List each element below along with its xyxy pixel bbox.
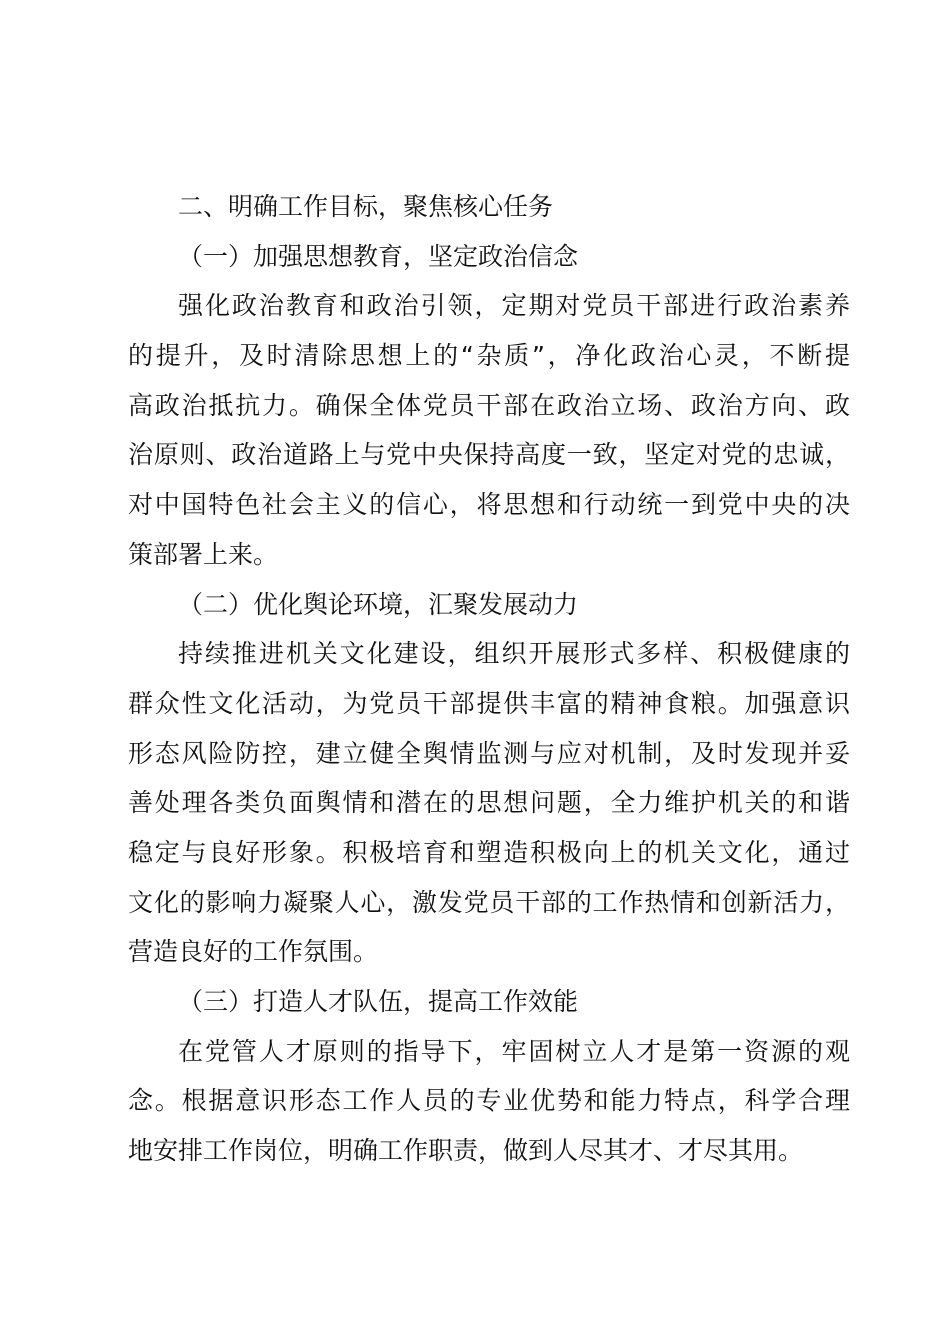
paragraph-line: 群众性文化活动，为党员干部提供丰富的精神食粮。加强意识	[128, 688, 850, 718]
paragraph-line: 善处理各类负面舆情和潜在的思想问题，全力维护机关的和谐	[128, 788, 850, 818]
paragraph-line: 强化政治教育和政治引领，定期对党员干部进行政治素养	[178, 291, 850, 321]
paragraph-line: 对中国特色社会主义的信心，将思想和行动统一到党中央的决	[128, 490, 850, 520]
paragraph-line: 高政治抵抗力。确保全体党员干部在政治立场、政治方向、政	[128, 390, 850, 420]
paragraph-line: 形态风险防控，建立健全舆情监测与应对机制，及时发现并妥	[128, 738, 850, 768]
subsection-title: （一）加强思想教育，坚定政治信念	[178, 241, 579, 271]
paragraph-line: 策部署上来。	[128, 539, 279, 569]
paragraph-line: 的提升，及时清除思想上的“杂质”，净化政治心灵，不断提	[128, 341, 850, 371]
subsection-3	[128, 977, 850, 1176]
section-heading: 二、明确工作目标，聚焦核心任务	[178, 192, 554, 221]
subsection-1	[128, 232, 850, 580]
document-body	[128, 182, 850, 1176]
subsection-title: （三）打造人才队伍，提高工作效能	[178, 987, 579, 1016]
paragraph-line: 地安排工作岗位，明确工作职责，做到人尽其才、才尽其用。	[128, 1136, 804, 1166]
paragraph-line: 治原则、政治道路上与党中央保持高度一致，坚定对党的忠诚，	[128, 440, 850, 470]
paragraph-line: 营造良好的工作氛围。	[128, 937, 379, 967]
paragraph-line: 文化的影响力凝聚人心，激发党员干部的工作热情和创新活力，	[128, 887, 850, 917]
subsection-title: （二）优化舆论环境，汇聚发展动力	[178, 589, 579, 619]
paragraph-line: 在党管人才原则的指导下，牢固树立人才是第一资源的观	[178, 1036, 850, 1066]
paragraph-line: 稳定与良好形象。积极培育和塑造积极向上的机关文化，通过	[128, 837, 850, 867]
subsection-2	[128, 580, 850, 978]
paragraph-line: 持续推进机关文化建设，组织开展形式多样、积极健康的	[178, 639, 850, 669]
paragraph-line: 念。根据意识形态工作人员的专业优势和能力特点，科学合理	[128, 1086, 850, 1116]
